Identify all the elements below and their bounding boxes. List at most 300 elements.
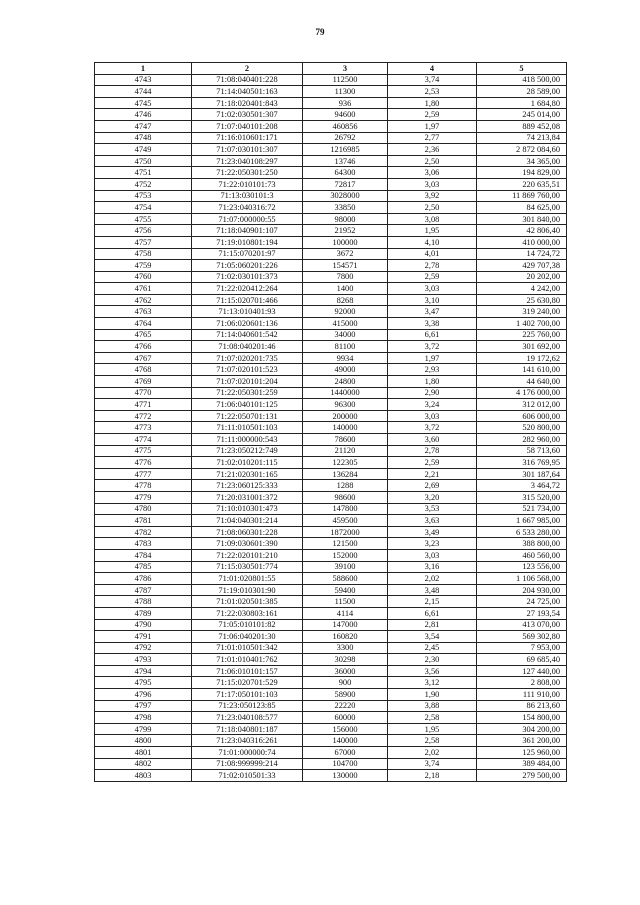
cell-col-1: 4783	[95, 538, 192, 550]
cell-col-3: 21120	[303, 445, 388, 457]
cell-col-3: 152000	[303, 549, 388, 561]
cell-col-4: 2,69	[388, 480, 477, 492]
cell-col-3: 98600	[303, 491, 388, 503]
table-row	[95, 399, 567, 411]
cell-col-3: 30298	[303, 654, 388, 666]
cell-col-1: 4763	[95, 306, 192, 318]
cell-col-5: 282 960,00	[477, 434, 567, 446]
cell-col-4: 2,59	[388, 109, 477, 121]
cell-col-3: 900	[303, 677, 388, 689]
cell-col-5: 315 520,00	[477, 491, 567, 503]
cell-col-4: 1,97	[388, 120, 477, 132]
table-row	[95, 665, 567, 677]
column-header-3: 3	[303, 63, 388, 75]
cell-col-1: 4767	[95, 352, 192, 364]
cell-col-3: 1288	[303, 480, 388, 492]
cell-col-2: 71:15:020701:529	[192, 677, 303, 689]
cell-col-1: 4789	[95, 607, 192, 619]
cell-col-4: 4,10	[388, 236, 477, 248]
cell-col-2: 71:21:020301:165	[192, 468, 303, 480]
cell-col-5: 86 213,60	[477, 700, 567, 712]
cell-col-1: 4774	[95, 434, 192, 446]
cell-col-2: 71:07:040101:208	[192, 120, 303, 132]
table-row	[95, 109, 567, 121]
cell-col-3: 160820	[303, 631, 388, 643]
cell-col-2: 71:22:050301:259	[192, 387, 303, 399]
table-row	[95, 549, 567, 561]
cell-col-1: 4777	[95, 468, 192, 480]
cell-col-3: 104700	[303, 758, 388, 770]
table-row	[95, 352, 567, 364]
cell-col-3: 26792	[303, 132, 388, 144]
column-header-4: 4	[388, 63, 477, 75]
cell-col-5: 301 187,64	[477, 468, 567, 480]
table-row	[95, 376, 567, 388]
cell-col-3: 1216985	[303, 144, 388, 156]
cell-col-2: 71:22:010101:73	[192, 178, 303, 190]
cell-col-2: 71:09:030601:390	[192, 538, 303, 550]
cell-col-5: 1 667 985,00	[477, 515, 567, 527]
cell-col-3: 36000	[303, 665, 388, 677]
cell-col-3: 24800	[303, 376, 388, 388]
cell-col-3: 49000	[303, 364, 388, 376]
cell-col-1: 4761	[95, 283, 192, 295]
cell-col-4: 3,24	[388, 399, 477, 411]
cell-col-2: 71:02:030501:307	[192, 109, 303, 121]
cell-col-2: 71:11:010501:103	[192, 422, 303, 434]
table-row	[95, 515, 567, 527]
cell-col-1: 4748	[95, 132, 192, 144]
cell-col-1: 4752	[95, 178, 192, 190]
cell-col-5: 606 000,00	[477, 410, 567, 422]
cell-col-3: 3300	[303, 642, 388, 654]
cell-col-2: 71:01:020801:55	[192, 573, 303, 585]
cell-col-4: 2,30	[388, 654, 477, 666]
cell-col-5: 141 610,00	[477, 364, 567, 376]
cell-col-1: 4782	[95, 526, 192, 538]
cell-col-1: 4758	[95, 248, 192, 260]
cell-col-1: 4803	[95, 770, 192, 782]
cell-col-1: 4791	[95, 631, 192, 643]
table-row	[95, 329, 567, 341]
table-row	[95, 341, 567, 353]
cell-col-4: 2,18	[388, 770, 477, 782]
table-row	[95, 294, 567, 306]
cell-col-5: 19 172,62	[477, 352, 567, 364]
cell-col-5: 418 500,00	[477, 74, 567, 86]
cell-col-4: 3,72	[388, 422, 477, 434]
table-row	[95, 584, 567, 596]
cell-col-3: 22220	[303, 700, 388, 712]
cell-col-3: 59400	[303, 584, 388, 596]
cell-col-1: 4768	[95, 364, 192, 376]
cell-col-5: 569 302,80	[477, 631, 567, 643]
cell-col-1: 4798	[95, 712, 192, 724]
cell-col-3: 112500	[303, 74, 388, 86]
cell-col-2: 71:07:020101:204	[192, 376, 303, 388]
cell-col-3: 8268	[303, 294, 388, 306]
cell-col-4: 3,92	[388, 190, 477, 202]
table-row	[95, 642, 567, 654]
cell-col-5: 245 014,00	[477, 109, 567, 121]
cell-col-4: 1,97	[388, 352, 477, 364]
cell-col-1: 4750	[95, 155, 192, 167]
table-row	[95, 723, 567, 735]
cell-col-1: 4764	[95, 318, 192, 330]
cell-col-3: 67000	[303, 747, 388, 759]
table-row	[95, 283, 567, 295]
cell-col-2: 71:22:050301:250	[192, 167, 303, 179]
cell-col-3: 154571	[303, 260, 388, 272]
cell-col-4: 2,02	[388, 747, 477, 759]
cell-col-4: 2,21	[388, 468, 477, 480]
cell-col-4: 3,49	[388, 526, 477, 538]
cell-col-4: 2,90	[388, 387, 477, 399]
cell-col-5: 127 440,00	[477, 665, 567, 677]
table-row	[95, 619, 567, 631]
table-row	[95, 434, 567, 446]
table-body	[95, 74, 567, 781]
table-row	[95, 248, 567, 260]
table-row	[95, 74, 567, 86]
cell-col-1: 4773	[95, 422, 192, 434]
cell-col-4: 1,80	[388, 376, 477, 388]
cell-col-2: 71:02:010201:115	[192, 457, 303, 469]
cell-col-3: 96300	[303, 399, 388, 411]
table-row	[95, 468, 567, 480]
table-row	[95, 503, 567, 515]
cell-col-1: 4775	[95, 445, 192, 457]
cell-col-3: 460856	[303, 120, 388, 132]
table-row	[95, 86, 567, 98]
cell-col-2: 71:22:050701:131	[192, 410, 303, 422]
cell-col-5: 388 800,00	[477, 538, 567, 550]
table-row	[95, 700, 567, 712]
cell-col-1: 4746	[95, 109, 192, 121]
cell-col-5: 44 640,00	[477, 376, 567, 388]
cell-col-1: 4751	[95, 167, 192, 179]
cell-col-5: 7 953,00	[477, 642, 567, 654]
table-row	[95, 561, 567, 573]
cell-col-2: 71:07:000000:55	[192, 213, 303, 225]
table-row	[95, 735, 567, 747]
column-header-1: 1	[95, 63, 192, 75]
cell-col-1: 4785	[95, 561, 192, 573]
cell-col-3: 136284	[303, 468, 388, 480]
cell-col-2: 71:14:040501:163	[192, 86, 303, 98]
cell-col-2: 71:13:030101:3	[192, 190, 303, 202]
cell-col-4: 2,36	[388, 144, 477, 156]
cell-col-2: 71:18:020401:843	[192, 97, 303, 109]
cell-col-1: 4762	[95, 294, 192, 306]
cell-col-3: 1400	[303, 283, 388, 295]
cell-col-4: 2,78	[388, 445, 477, 457]
cell-col-4: 3,03	[388, 410, 477, 422]
cell-col-5: 4 176 000,00	[477, 387, 567, 399]
table-row	[95, 213, 567, 225]
cell-col-5: 410 000,00	[477, 236, 567, 248]
cell-col-3: 156000	[303, 723, 388, 735]
cell-col-5: 11 869 760,00	[477, 190, 567, 202]
cell-col-2: 71:10:010301:473	[192, 503, 303, 515]
cell-col-2: 71:22:020101:210	[192, 549, 303, 561]
table-row	[95, 410, 567, 422]
cell-col-2: 71:06:020601:136	[192, 318, 303, 330]
cell-col-3: 200000	[303, 410, 388, 422]
cell-col-2: 71:18:040801:187	[192, 723, 303, 735]
cell-col-2: 71:05:010101:82	[192, 619, 303, 631]
cell-col-2: 71:06:010101:157	[192, 665, 303, 677]
cell-col-5: 319 240,00	[477, 306, 567, 318]
table-row	[95, 770, 567, 782]
cell-col-3: 11300	[303, 86, 388, 98]
cell-col-2: 71:15:020701:466	[192, 294, 303, 306]
cell-col-1: 4787	[95, 584, 192, 596]
cell-col-4: 3,47	[388, 306, 477, 318]
cell-col-1: 4760	[95, 271, 192, 283]
table-row	[95, 596, 567, 608]
cell-col-2: 71:08:060301:228	[192, 526, 303, 538]
cell-col-4: 3,06	[388, 167, 477, 179]
cell-col-5: 1 106 568,00	[477, 573, 567, 585]
cell-col-1: 4779	[95, 491, 192, 503]
cell-col-4: 2,81	[388, 619, 477, 631]
table-row	[95, 654, 567, 666]
cell-col-4: 2,59	[388, 457, 477, 469]
cell-col-2: 71:01:010501:342	[192, 642, 303, 654]
cell-col-3: 140000	[303, 735, 388, 747]
cell-col-4: 3,23	[388, 538, 477, 550]
cell-col-4: 3,53	[388, 503, 477, 515]
cell-col-4: 2,50	[388, 202, 477, 214]
cell-col-2: 71:01:020501:385	[192, 596, 303, 608]
cell-col-5: 301 840,00	[477, 213, 567, 225]
cell-col-2: 71:15:030501:774	[192, 561, 303, 573]
cell-col-4: 2,53	[388, 86, 477, 98]
cell-col-4: 2,58	[388, 735, 477, 747]
cell-col-1: 4772	[95, 410, 192, 422]
cell-col-2: 71:14:040601:542	[192, 329, 303, 341]
table-row	[95, 318, 567, 330]
cell-col-5: 28 589,00	[477, 86, 567, 98]
cell-col-2: 71:08:040201:46	[192, 341, 303, 353]
cell-col-5: 521 734,00	[477, 503, 567, 515]
cell-col-2: 71:06:040201:30	[192, 631, 303, 643]
cell-col-3: 64300	[303, 167, 388, 179]
cell-col-1: 4743	[95, 74, 192, 86]
cell-col-1: 4776	[95, 457, 192, 469]
cell-col-2: 71:01:000000:74	[192, 747, 303, 759]
cell-col-2: 71:08:999999:214	[192, 758, 303, 770]
table-row	[95, 607, 567, 619]
table-row	[95, 677, 567, 689]
cell-col-3: 72817	[303, 178, 388, 190]
cell-col-1: 4800	[95, 735, 192, 747]
cell-col-2: 71:20:031001:372	[192, 491, 303, 503]
cell-col-2: 71:23:040108:297	[192, 155, 303, 167]
cell-col-3: 21952	[303, 225, 388, 237]
cell-col-3: 588600	[303, 573, 388, 585]
table-row	[95, 538, 567, 550]
cell-col-4: 3,16	[388, 561, 477, 573]
cell-col-1: 4794	[95, 665, 192, 677]
cell-col-3: 147000	[303, 619, 388, 631]
column-header-2: 2	[192, 63, 303, 75]
cell-col-5: 25 630,80	[477, 294, 567, 306]
cell-col-1: 4747	[95, 120, 192, 132]
cell-col-4: 3,72	[388, 341, 477, 353]
cell-col-5: 2 872 084,60	[477, 144, 567, 156]
cell-col-5: 58 713,60	[477, 445, 567, 457]
cell-col-2: 71:02:030101:373	[192, 271, 303, 283]
cell-col-1: 4784	[95, 549, 192, 561]
cell-col-2: 71:05:060201:226	[192, 260, 303, 272]
cell-col-1: 4790	[95, 619, 192, 631]
table-row	[95, 758, 567, 770]
table-row	[95, 573, 567, 585]
cell-col-4: 3,74	[388, 74, 477, 86]
cell-col-4: 2,59	[388, 271, 477, 283]
cell-col-2: 71:04:040301:214	[192, 515, 303, 527]
cell-col-2: 71:22:030803:161	[192, 607, 303, 619]
column-header-5: 5	[477, 63, 567, 75]
cell-col-3: 98000	[303, 213, 388, 225]
cell-col-5: 125 960,00	[477, 747, 567, 759]
cell-col-1: 4754	[95, 202, 192, 214]
table-row	[95, 260, 567, 272]
cell-col-4: 2,77	[388, 132, 477, 144]
cell-col-3: 415000	[303, 318, 388, 330]
cell-col-5: 24 725,00	[477, 596, 567, 608]
cell-col-1: 4786	[95, 573, 192, 585]
table-row	[95, 236, 567, 248]
cell-col-2: 71:02:010501:33	[192, 770, 303, 782]
cell-col-5: 460 560,00	[477, 549, 567, 561]
cell-col-2: 71:23:060125:333	[192, 480, 303, 492]
cell-col-3: 81100	[303, 341, 388, 353]
table-row	[95, 306, 567, 318]
cell-col-2: 71:18:040901:107	[192, 225, 303, 237]
cell-col-2: 71:16:010601:171	[192, 132, 303, 144]
cell-col-3: 78600	[303, 434, 388, 446]
cell-col-5: 84 625,00	[477, 202, 567, 214]
cell-col-5: 389 484,00	[477, 758, 567, 770]
table-row	[95, 747, 567, 759]
cell-col-3: 58900	[303, 689, 388, 701]
table-row	[95, 271, 567, 283]
table-row	[95, 491, 567, 503]
cell-col-1: 4755	[95, 213, 192, 225]
cell-col-4: 3,38	[388, 318, 477, 330]
table-row	[95, 445, 567, 457]
table-row	[95, 712, 567, 724]
cell-col-1: 4749	[95, 144, 192, 156]
table-row	[95, 190, 567, 202]
cell-col-5: 312 012,00	[477, 399, 567, 411]
cell-col-2: 71:17:050101:103	[192, 689, 303, 701]
cell-col-1: 4753	[95, 190, 192, 202]
cell-col-5: 429 707,38	[477, 260, 567, 272]
cell-col-3: 11500	[303, 596, 388, 608]
cell-col-1: 4756	[95, 225, 192, 237]
cell-col-3: 9934	[303, 352, 388, 364]
cell-col-5: 361 200,00	[477, 735, 567, 747]
cell-col-5: 2 808,00	[477, 677, 567, 689]
cell-col-4: 3,20	[388, 491, 477, 503]
cell-col-3: 147800	[303, 503, 388, 515]
cell-col-5: 279 500,00	[477, 770, 567, 782]
cell-col-5: 413 070,00	[477, 619, 567, 631]
cell-col-4: 3,54	[388, 631, 477, 643]
table-row	[95, 155, 567, 167]
cell-col-4: 3,48	[388, 584, 477, 596]
cell-col-3: 121500	[303, 538, 388, 550]
cell-col-3: 39100	[303, 561, 388, 573]
cell-col-1: 4788	[95, 596, 192, 608]
table-row	[95, 167, 567, 179]
cell-col-5: 889 452,08	[477, 120, 567, 132]
cell-col-4: 3,74	[388, 758, 477, 770]
cell-col-3: 60000	[303, 712, 388, 724]
cell-col-1: 4765	[95, 329, 192, 341]
cell-col-3: 13746	[303, 155, 388, 167]
cell-col-4: 3,03	[388, 283, 477, 295]
cell-col-2: 71:11:000000:543	[192, 434, 303, 446]
cell-col-1: 4795	[95, 677, 192, 689]
cell-col-3: 33850	[303, 202, 388, 214]
cell-col-2: 71:08:040401:228	[192, 74, 303, 86]
table-row	[95, 526, 567, 538]
cell-col-5: 34 365,00	[477, 155, 567, 167]
cell-col-4: 2,93	[388, 364, 477, 376]
cell-col-1: 4780	[95, 503, 192, 515]
cell-col-2: 71:07:020101:523	[192, 364, 303, 376]
cell-col-1: 4778	[95, 480, 192, 492]
cell-col-4: 2,45	[388, 642, 477, 654]
cell-col-2: 71:07:030101:307	[192, 144, 303, 156]
cell-col-5: 520 800,00	[477, 422, 567, 434]
cell-col-4: 1,95	[388, 225, 477, 237]
cell-col-3: 130000	[303, 770, 388, 782]
cell-col-4: 3,56	[388, 665, 477, 677]
cell-col-4: 1,80	[388, 97, 477, 109]
cell-col-2: 71:01:010401:762	[192, 654, 303, 666]
cell-col-1: 4799	[95, 723, 192, 735]
table-row	[95, 97, 567, 109]
cell-col-5: 316 769,95	[477, 457, 567, 469]
cell-col-2: 71:23:040108:577	[192, 712, 303, 724]
cell-col-5: 74 213,84	[477, 132, 567, 144]
cell-col-1: 4757	[95, 236, 192, 248]
cell-col-4: 2,50	[388, 155, 477, 167]
cell-col-1: 4771	[95, 399, 192, 411]
cell-col-4: 3,10	[388, 294, 477, 306]
cell-col-3: 4114	[303, 607, 388, 619]
cell-col-2: 71:15:070201:97	[192, 248, 303, 260]
cell-col-4: 2,02	[388, 573, 477, 585]
cell-col-1: 4796	[95, 689, 192, 701]
cell-col-1: 4793	[95, 654, 192, 666]
cell-col-2: 71:23:050212:749	[192, 445, 303, 457]
cell-col-4: 3,08	[388, 213, 477, 225]
table-row	[95, 144, 567, 156]
cell-col-5: 27 193,54	[477, 607, 567, 619]
cell-col-1: 4759	[95, 260, 192, 272]
table-row	[95, 631, 567, 643]
table-row	[95, 202, 567, 214]
cell-col-2: 71:06:040101:125	[192, 399, 303, 411]
cell-col-1: 4769	[95, 376, 192, 388]
